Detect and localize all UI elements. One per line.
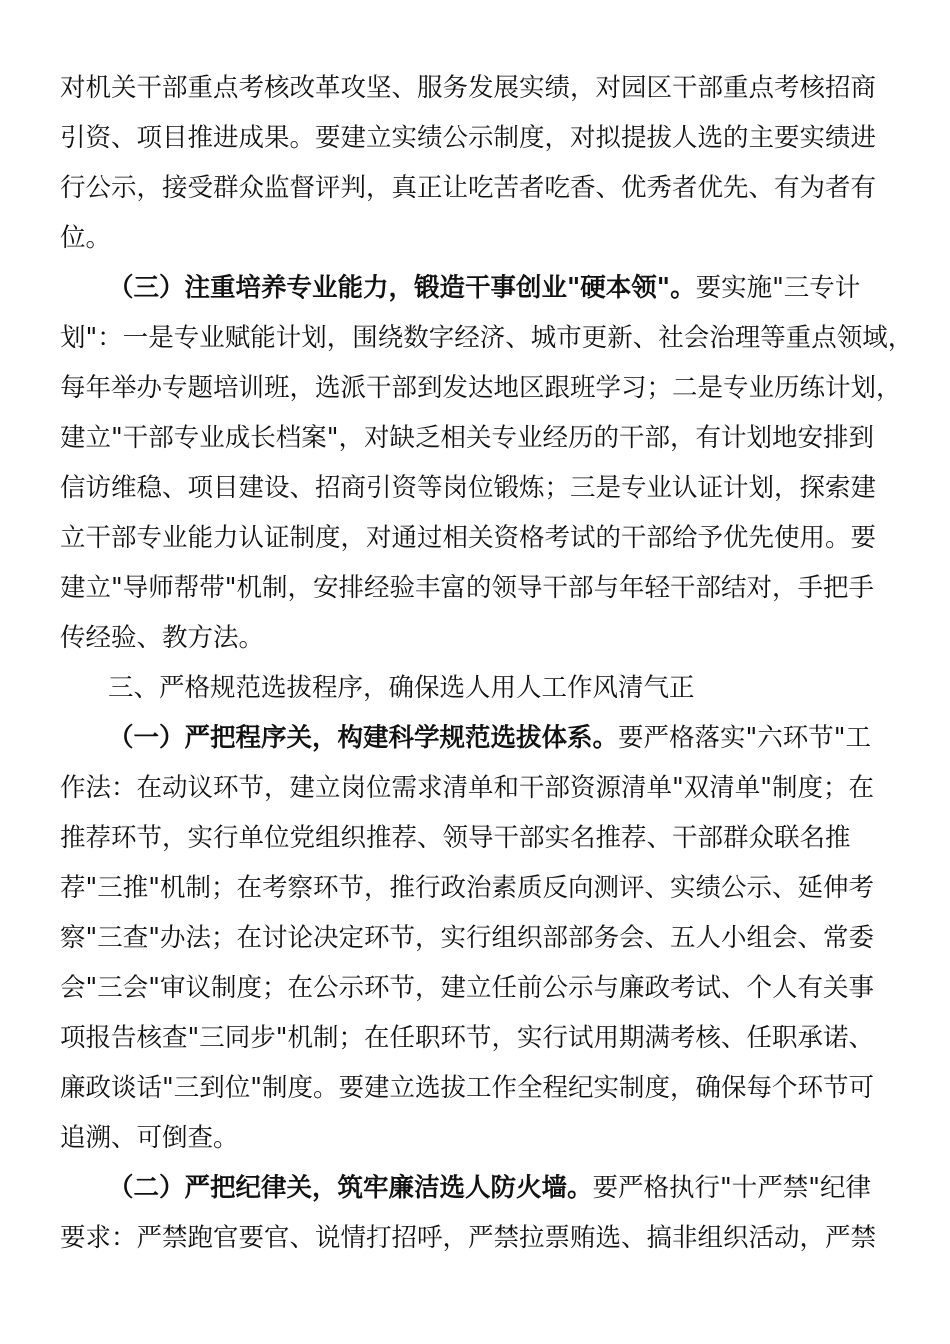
chapter-heading: 三、严格规范选拔程序，确保选人用人工作风清气正: [108, 673, 695, 703]
body-text-line: 划"：一是专业赋能计划，围绕数字经济、城市更新、社会治理等重点领域，: [60, 323, 914, 353]
body-text-line: 作法：在动议环节，建立岗位需求清单和干部资源清单"双清单"制度；在: [60, 773, 874, 803]
body-text-line: 每年举办专题培训班，选派干部到发达地区跟班学习；二是专业历练计划，: [60, 373, 902, 403]
section-paragraph-first-line: [108, 721, 871, 755]
body-text-line: 荐"三推"机制；在考察环节，推行政治素质反向测评、实绩公示、延伸考: [60, 873, 874, 903]
body-text-line: 会"三会"审议制度；在公示环节，建立任前公示与廉政考试、个人有关事: [60, 973, 874, 1003]
section-paragraph-first-line: [108, 1171, 871, 1205]
section-heading-3: （三）注重培养专业能力，锻造干事创业"硬本领"。: [108, 273, 696, 303]
body-text-run: 要严格执行"十严禁"纪律: [592, 1173, 871, 1203]
body-text-line: 建立"导师帮带"机制，安排经验丰富的领导干部与年轻干部结对，手把手: [60, 573, 874, 603]
body-text-run: 要严格落实"六环节"工: [618, 723, 871, 753]
body-text-line: 引资、项目推进成果。要建立实绩公示制度，对拟提拔人选的主要实绩进: [60, 123, 877, 153]
body-text-line: 行公示，接受群众监督评判，真正让吃苦者吃香、优秀者优先、有为者有: [60, 173, 877, 203]
body-text-line: 位。: [60, 223, 112, 253]
body-text-line: 察"三查"办法；在讨论决定环节，实行组织部部务会、五人小组会、常委: [60, 923, 874, 953]
section-paragraph-first-line: [108, 271, 860, 305]
body-text-line: 项报告核查"三同步"机制；在任职环节，实行试用期满考核、任职承诺、: [60, 1023, 874, 1053]
body-text-line: 信访维稳、项目建设、招商引资等岗位锻炼；三是专业认证计划，探索建: [60, 473, 877, 503]
body-text-line: 推荐环节，实行单位党组织推荐、领导干部实名推荐、干部群众联名推: [60, 823, 851, 853]
section-heading-2: （二）严把纪律关，筑牢廉洁选人防火墙。: [108, 1173, 593, 1203]
body-text-run: 要实施"三专计: [695, 273, 861, 303]
body-text-line: 对机关干部重点考核改革攻坚、服务发展实绩，对园区干部重点考核招商: [60, 73, 877, 103]
body-text-line: 传经验、教方法。: [60, 623, 265, 653]
body-text-line: 追溯、可倒查。: [60, 1123, 239, 1153]
section-heading-1: （一）严把程序关，构建科学规范选拔体系。: [108, 723, 619, 753]
body-text-line: 要求：严禁跑官要官、说情打招呼，严禁拉票贿选、搞非组织活动，严禁: [60, 1223, 877, 1253]
body-text-line: 立干部专业能力认证制度，对通过相关资格考试的干部给予优先使用。要: [60, 523, 877, 553]
body-text-line: 廉政谈话"三到位"制度。要建立选拔工作全程纪实制度，确保每个环节可: [60, 1073, 874, 1103]
body-text-line: 建立"干部专业成长档案"，对缺乏相关专业经历的干部，有计划地安排到: [60, 423, 874, 453]
